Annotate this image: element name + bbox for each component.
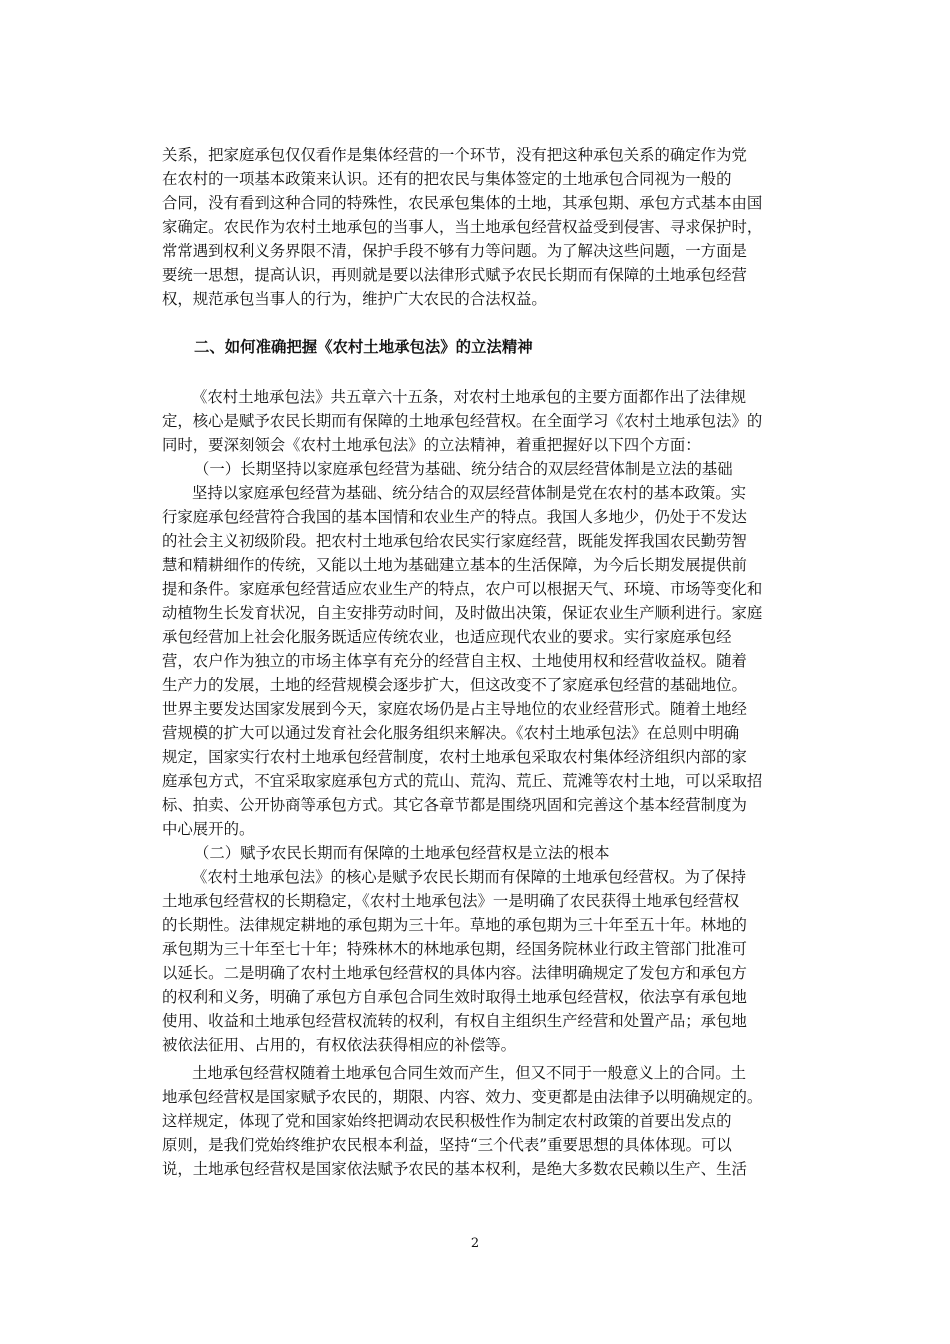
text-line: 世界主要发达国家发展到今天，家庭农场仍是占主导地位的农业经营形式。随着土地经 (162, 700, 747, 718)
paragraph-1 (162, 143, 794, 311)
text-line: 使用、收益和土地承包经营权流转的权利，有权自主组织生产经营和处置产品；承包地 (162, 1012, 747, 1030)
text-line: 营，农户作为独立的市场主体享有充分的经营自主权、土地使用权和经营收益权。随着 (162, 652, 747, 670)
text-line: 承包经营加上社会化服务既适应传统农业，也适应现代农业的要求。实行家庭承包经 (162, 628, 732, 646)
text-line: 中心展开的。 (162, 820, 255, 838)
text-line: 同时，要深刻领会《农村土地承包法》的立法精神，着重把握好以下四个方面： (162, 436, 701, 454)
text-line: 行家庭承包经营符合我国的基本国情和农业生产的特点。我国人多地少，仍处于不发达 (162, 508, 747, 526)
text-line: 《农村土地承包法》共五章六十五条，对农村土地承包的主要方面都作出了法律规 (192, 388, 747, 406)
text-line: 家确定。农民作为农村土地承包的当事人，当土地承包经营权益受到侵害、寻求保护时， (162, 218, 763, 236)
text-line: 标、拍卖、公开协商等承包方式。其它各章节都是围绕巩固和完善这个基本经营制度为 (162, 796, 747, 814)
text-line: 庭承包方式，不宜采取家庭承包方式的荒山、荒沟、荒丘、荒滩等农村土地，可以采取招 (162, 772, 763, 790)
text-line: 这样规定，体现了党和国家始终把调动农民积极性作为制定农村政策的首要出发点的 (162, 1112, 732, 1130)
text-line: 坚持以家庭承包经营为基础、统分结合的双层经营体制是党在农村的基本政策。实 (192, 484, 747, 502)
paragraph-5 (162, 1061, 794, 1181)
text-line: 定，核心是赋予农民长期而有保障的土地承包经营权。在全面学习《农村土地承包法》的 (162, 412, 763, 430)
text-line: 合同，没有看到这种合同的特殊性，农民承包集体的土地，其承包期、承包方式基本由国 (162, 194, 763, 212)
text-line: 土地承包经营权的长期稳定，《农村土地承包法》一是明确了农民获得土地承包经营权 (162, 892, 740, 910)
section-heading: 二、如何准确把握《农村土地承包法》的立法精神 (194, 338, 533, 356)
text-line: 动植物生长发育状况，自主安排劳动时间，及时做出决策，保证农业生产顺利进行。家庭 (162, 604, 763, 622)
text-line: 的长期性。法律规定耕地的承包期为三十年。草地的承包期为三十年至五十年。林地的 (162, 916, 747, 934)
document-body (162, 143, 794, 1181)
text-line: 被依法征用、占用的，有权依法获得相应的补偿等。 (162, 1036, 516, 1054)
text-line: 规定，国家实行农村土地承包经营制度，农村土地承包采取农村集体经济组织内部的家 (162, 748, 747, 766)
text-line: 营规模的扩大可以通过发育社会化服务组织来解决。《农村土地承包法》在总则中明确 (162, 724, 740, 742)
text-line: 以延长。二是明确了农村土地承包经营权的具体内容。法律明确规定了发包方和承包方 (162, 964, 747, 982)
text-line: 地承包经营权是国家赋予农民的，期限、内容、效力、变更都是由法律予以明确规定的。 (162, 1088, 763, 1106)
subheading-1: （一）长期坚持以家庭承包经营为基础、统分结合的双层经营体制是立法的基础 (194, 460, 733, 478)
text-line: 权，规范承包当事人的行为，维护广大农民的合法权益。 (162, 290, 547, 308)
text-line: 土地承包经营权随着土地承包合同生效而产生，但又不同于一般意义上的合同。土 (192, 1064, 747, 1082)
text-line: 说，土地承包经营权是国家依法赋予农民的基本权利，是绝大多数农民赖以生产、生活 (162, 1160, 747, 1178)
subheading-2: （二）赋予农民长期而有保障的土地承包经营权是立法的根本 (194, 844, 610, 862)
text-line: 的社会主义初级阶段。把农村土地承包给农民实行家庭经营，既能发挥我国农民勤劳智 (162, 532, 747, 550)
text-line: 《农村土地承包法》的核心是赋予农民长期而有保障的土地承包经营权。为了保持 (192, 868, 747, 886)
text-line: 关系，把家庭承包仅仅看作是集体经营的一个环节，没有把这种承包关系的确定作为党 (162, 146, 747, 164)
text-line: 的权利和义务，明确了承包方自承包合同生效时取得土地承包经营权，依法享有承包地 (162, 988, 747, 1006)
paragraph-2 (162, 385, 794, 457)
text-line: 提和条件。家庭承包经营适应农业生产的特点，农户可以根据天气、环境、市场等变化和 (162, 580, 763, 598)
text-line: 承包期为三十年至七十年；特殊林木的林地承包期，经国务院林业行政主管部门批准可 (162, 940, 747, 958)
text-line: 生产力的发展，土地的经营规模会逐步扩大，但这改变不了家庭承包经营的基础地位。 (162, 676, 747, 694)
page-number: 2 (470, 1236, 480, 1251)
text-line: 原则，是我们党始终维护农民根本利益，坚持“三个代表”重要思想的具体体现。可以 (162, 1136, 732, 1154)
paragraph-4 (162, 865, 794, 1057)
text-line: 在农村的一项基本政策来认识。还有的把农民与集体签定的土地承包合同视为一般的 (162, 170, 732, 188)
text-line: 慧和精耕细作的传统，又能以土地为基础建立基本的生活保障，为今后长期发展提供前 (162, 556, 747, 574)
paragraph-3 (162, 481, 794, 841)
text-line: 常常遇到权利义务界限不清，保护手段不够有力等问题。为了解决这些问题，一方面是 (162, 242, 747, 260)
text-line: 要统一思想，提高认识，再则就是要以法律形式赋予农民长期而有保障的土地承包经营 (162, 266, 747, 284)
